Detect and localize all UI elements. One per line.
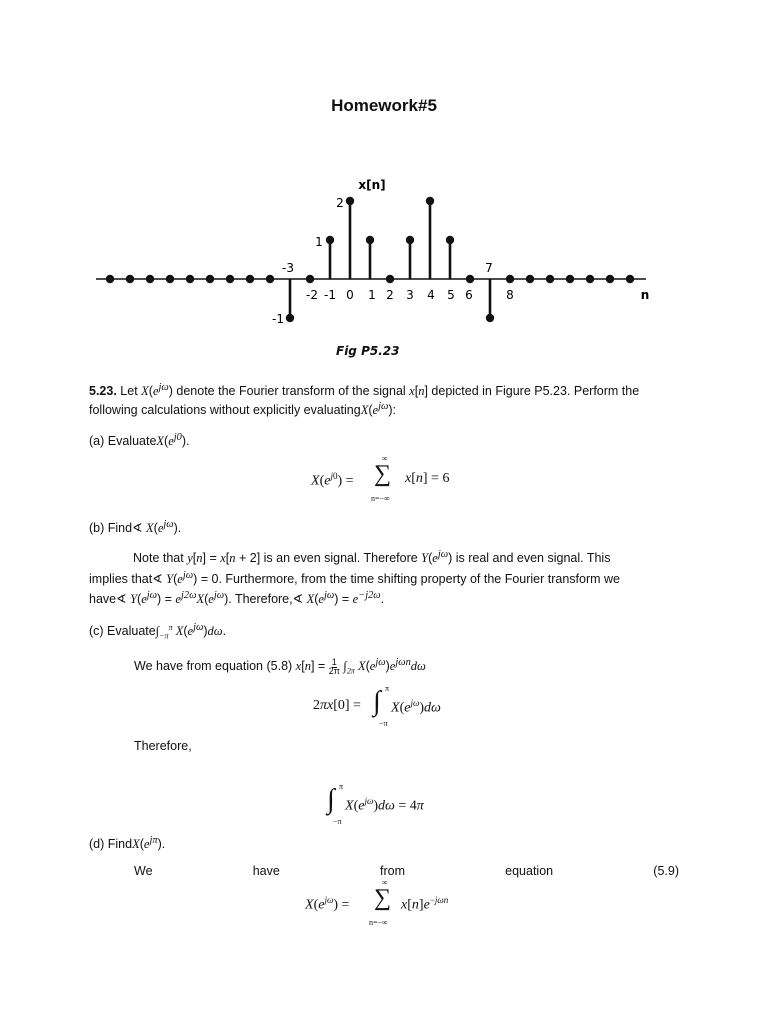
tick-label: 3 bbox=[406, 288, 414, 302]
sample-dot bbox=[286, 314, 294, 322]
value-label: 2 bbox=[336, 196, 344, 210]
zero-sample-dot bbox=[546, 275, 554, 283]
sample-dot bbox=[346, 197, 354, 205]
part-c-line-1: We have from equation (5.8) x[n] = 1 2π $\int_{2\pi}$ $X(e^{j\omega})e^{j\omega n}d\omega$ bbox=[134, 656, 426, 676]
part-b-line-2: implies that∢ $Y(e^{j\omega}) = 0$. Furthermore, from the time shifting property of the Fourier transform we bbox=[89, 570, 621, 587]
sample-dot bbox=[446, 236, 454, 244]
page-title: Homework#5 bbox=[331, 96, 437, 115]
word: have bbox=[252, 864, 280, 878]
tick-label: 0 bbox=[346, 288, 354, 302]
zero-sample-dot bbox=[166, 275, 174, 283]
tick-label: 2 bbox=[386, 288, 394, 302]
zero-sample-dot bbox=[526, 275, 534, 283]
problem-intro-line-2: following calculations without explicitly $evaluatingX(e^{j\omega})$: bbox=[89, 401, 396, 418]
word: (5.9) bbox=[653, 864, 679, 878]
part-d-line-1 bbox=[134, 863, 679, 879]
zero-sample-dot bbox=[586, 275, 594, 283]
sample-dot bbox=[426, 197, 434, 205]
tick-label: 5 bbox=[447, 288, 455, 302]
part-c-label: (c) $Evaluate\int_{-\pi}^\pi$ $X(e^{j\omega})d\omega$. bbox=[89, 622, 227, 641]
sample-dot bbox=[366, 236, 374, 244]
sample-dot bbox=[326, 236, 334, 244]
zero-sample-dot bbox=[246, 275, 254, 283]
y-axis-label: x[n] bbox=[358, 178, 386, 192]
sample-dot bbox=[406, 236, 414, 244]
value-label: -3 bbox=[282, 261, 294, 275]
problem-intro-line-1: 5.23. Let $X(e^{j\omega})$ denote the Fourier transform of the signal x[n] depicted in Figure P5.23. Perform the bbox=[89, 382, 640, 399]
word: from bbox=[379, 864, 405, 878]
value-label: -1 bbox=[272, 312, 284, 326]
sample-dot bbox=[466, 275, 474, 283]
sample-dot bbox=[306, 275, 314, 283]
tick-label: 1 bbox=[368, 288, 376, 302]
value-label: 1 bbox=[315, 235, 323, 249]
zero-sample-dot bbox=[126, 275, 134, 283]
sample-dot bbox=[486, 314, 494, 322]
value-label: 7 bbox=[485, 261, 493, 275]
word: We bbox=[134, 864, 153, 878]
figure-caption: Fig P5.23 bbox=[336, 344, 400, 358]
zero-sample-dot bbox=[566, 275, 574, 283]
zero-sample-dot bbox=[266, 275, 274, 283]
tick-label: 8 bbox=[506, 288, 514, 302]
zero-sample-dot bbox=[606, 275, 614, 283]
zero-sample-dot bbox=[506, 275, 514, 283]
part-b-line-3: have∢ $Y(e^{j\omega}) = e^{j2\omega}X(e^{j\omega})$. Therefore,∢ $X(e^{j\omega}) = e^{-j2\omega}$. bbox=[89, 590, 385, 607]
x-axis-label: n bbox=[640, 288, 650, 302]
problem-number: 5.23. bbox=[89, 384, 117, 399]
part-b-line-1: Note that y[n] = x[n + 2] is an even signal. Therefore $Y(e^{j\omega})$ is real and even signal. This bbox=[133, 549, 611, 566]
part-d-label: (d) $FindX(e^{j\pi})$. bbox=[89, 835, 166, 852]
zero-sample-dot bbox=[226, 275, 234, 283]
part-b-label: (b) Find∢ $X(e^{j\omega})$. bbox=[89, 519, 182, 536]
sample-dot bbox=[386, 275, 394, 283]
zero-sample-dot bbox=[146, 275, 154, 283]
therefore-text: Therefore, bbox=[134, 739, 192, 753]
zero-sample-dot bbox=[186, 275, 194, 283]
tick-label: -2 bbox=[306, 288, 318, 302]
zero-sample-dot bbox=[206, 275, 214, 283]
part-a-label: (a) $EvaluateX(e^{j0})$. bbox=[89, 432, 190, 449]
tick-label: 4 bbox=[427, 288, 435, 302]
stem-plot bbox=[90, 170, 660, 330]
zero-sample-dot bbox=[626, 275, 634, 283]
tick-label: 6 bbox=[465, 288, 473, 302]
word: equation bbox=[505, 864, 554, 878]
tick-label: -1 bbox=[324, 288, 336, 302]
zero-sample-dot bbox=[106, 275, 114, 283]
